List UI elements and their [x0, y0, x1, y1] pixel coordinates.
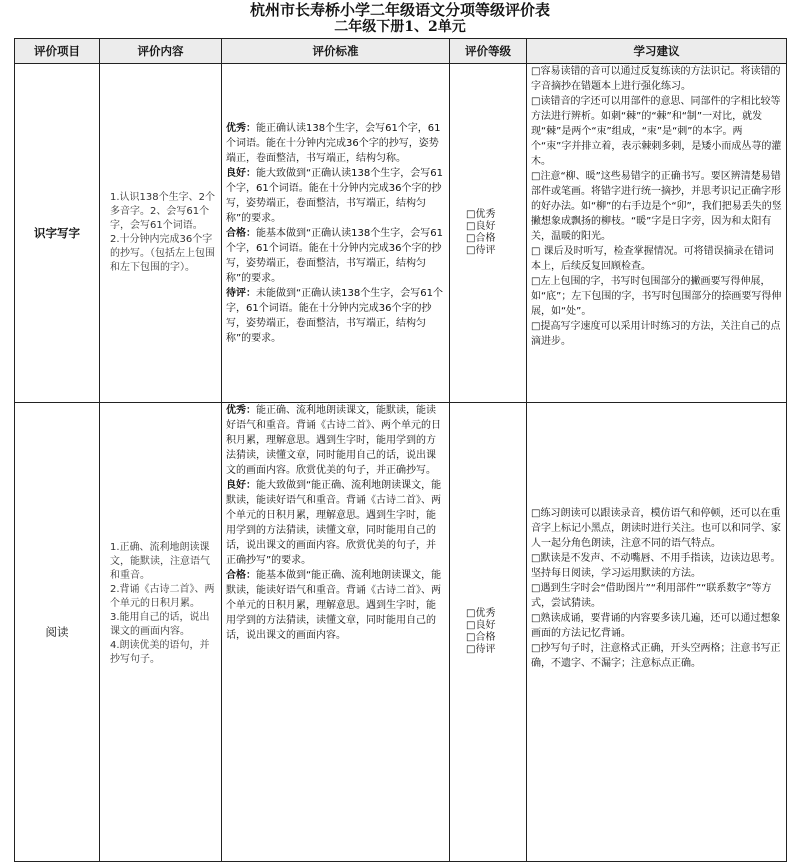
row-standards — [222, 64, 450, 403]
row-advice — [527, 403, 787, 862]
advice-item: □遇到生字时会“借助图片”“利用部件”“联系数字”等方式，尝试猜读。 — [531, 583, 772, 609]
content-line: 1.认识138个生字、2个多音字。2、会写61个字，会写61个词语。 — [110, 192, 215, 231]
row-item: 阅读 — [15, 403, 100, 862]
standard-text: 能基本做到“能正确、流利地朗读课文，能默读，能读好语气和重音。背诵《古诗二首》、两个单元的日积月累，理解意思。遇到生字时，能用学到的方法猜读，读懂文章，同时能用自己的话，说出课文的画面内容。 — [226, 570, 442, 641]
advice-item: □熟读成诵，要背诵的内容要多读几遍，还可以通过想象画面的方法记忆背诵。 — [531, 613, 781, 639]
header-row — [15, 39, 787, 64]
standard-text: 能大致做到“正确认读138个生字，会写61个字，61个词语。能在十分钟内完成36个字的抄写，姿势端正，卷面整洁，书写端正，结构匀称”的要求。 — [226, 167, 443, 224]
standard-entry — [226, 166, 445, 226]
content-line: 2.背诵《古诗二首》、两个单元的日积月累。 — [110, 584, 215, 609]
standard-level: 优秀： — [226, 405, 256, 416]
level-checkbox[interactable]: □合格 — [466, 233, 496, 244]
row-standards — [222, 403, 450, 862]
standard-text: 能正确认读138个生字，会写61个字，61个词语。能在十分钟内完成36个字的抄写，姿势端正，卷面整洁，书写端正，结构匀称。 — [226, 122, 441, 164]
standard-text: 未能做到“正确认读138个生字，会写61个字，61个词语。能在十分钟内完成36个字的抄写，姿势端正，卷面整洁，书写端正，结构匀称”的要求。 — [226, 287, 443, 344]
level-checkbox[interactable]: □优秀 — [466, 209, 496, 220]
standard-level: 良好： — [226, 167, 256, 179]
standard-entry — [226, 286, 445, 346]
standard-entry — [226, 568, 445, 643]
advice-item: □注意“柳、暖”这些易错字的正确书写。要区辨清楚易错部件或笔画。将错字进行统一摘抄，并思考识记正确字形的好办法。如“柳”的右手边是个“卯”，我们把易丢失的竖撇想象成飘扬的柳枝。“暖”字是日字旁，因为和太阳有关，温暖的阳光。 — [531, 171, 782, 242]
standard-entry — [226, 403, 445, 478]
standard-text: 能大致做到“能正确、流利地朗读课文，能默读，能读好语气和重音。背诵《古诗二首》、两个单元的日积月累，理解意思。遇到生字时，能用学到的方法猜读，读懂文章，同时能用自己的话，说出课文的画面内容。欣赏优美的句子，并正确抄写”的要求。 — [226, 480, 442, 566]
row-advice — [527, 64, 787, 403]
standard-entry — [226, 121, 445, 166]
standard-text: 能正确、流利地朗读课文，能默读，能读好语气和重音。背诵《古诗二首》、两个单元的日积月累，理解意思。遇到生字时，能用学到的方法猜读，读懂文章，同时能用自己的话，说出课文的画面内容。欣赏优美的句子，并正确抄写。 — [226, 405, 441, 476]
row-levels — [450, 403, 527, 862]
content-line: 1.正确、流利地朗读课文，能默读，注意语气和重音。 — [110, 542, 210, 581]
standard-level: 合格： — [226, 227, 256, 239]
standard-level: 优秀： — [226, 122, 256, 134]
row-levels — [450, 64, 527, 403]
header-level: 评价等级 — [450, 39, 527, 64]
header-standard: 评价标准 — [222, 39, 450, 64]
table-row — [15, 403, 787, 862]
advice-item: □左上包围的字，书写时包围部分的撇画要写得伸展，如“底”；左下包围的字，书写时包围部分的捺画要写得伸展，如“处”。 — [531, 276, 782, 317]
standard-level: 良好： — [226, 480, 256, 491]
header-item: 评价项目 — [15, 39, 100, 64]
content-line: 4.朗读优美的语句，并抄写句子。 — [110, 640, 210, 665]
advice-item: □默读是不发声、不动嘴唇、不用手指读，边读边思考。坚持每日阅读，学习运用默读的方法。 — [531, 553, 781, 579]
standard-level: 合格： — [226, 570, 256, 581]
header-content: 评价内容 — [100, 39, 222, 64]
page-subtitle: 二年级下册1、2单元 — [334, 19, 466, 35]
row-content — [100, 64, 222, 403]
advice-item: □练习朗读可以跟读录音，模仿语气和停顿，还可以在重音字上标记小黑点，朗读时进行关注。也可以和同学、家人一起分角色朗读，注意不同的语气特点。 — [531, 508, 781, 549]
row-item: 识字写字 — [15, 64, 100, 403]
advice-item: □提高写字速度可以采用计时练习的方法，关注自己的点滴进步。 — [531, 321, 781, 347]
content-line: 2.十分钟内完成36个字的抄写。（包括左上包围和左下包围的字）。 — [110, 234, 215, 273]
title-block — [0, 0, 800, 35]
standard-entry — [226, 226, 445, 286]
advice-item: □ 课后及时听写，检查掌握情况。可将错误摘录在错词本上，后续反复回顾检查。 — [531, 246, 774, 272]
advice-item: □抄写句子时，注意格式正确，开头空两格；注意书写正确，不遗字、不漏字；注意标点正确。 — [531, 643, 781, 669]
level-checkbox[interactable]: □良好 — [466, 221, 496, 232]
standard-entry — [226, 478, 445, 568]
advice-item: □读错音的字还可以用部件的意思、同部件的字相比较等方法进行辨析。如刺“棘”的“棘”和“制”一对比，就发现“棘”是两个“朿”组成，“朿”是“刺”的本字。两个“朿”字并排立着，表示棘刺多刺，是矮小而成丛荨的灌木。 — [531, 96, 782, 167]
level-checkbox[interactable]: □待评 — [466, 644, 496, 655]
evaluation-table — [14, 38, 787, 862]
row-content — [100, 403, 222, 862]
level-checkbox[interactable]: □优秀 — [466, 608, 496, 619]
standard-text: 能基本做到“正确认读138个生字，会写61个字，61个词语。能在十分钟内完成36个字的抄写，姿势端正，卷面整洁，书写端正，结构匀称”的要求。 — [226, 227, 443, 284]
page-title: 杭州市长寿桥小学二年级语文分项等级评价表 — [249, 1, 550, 19]
advice-item: □容易读错的音可以通过反复练读的方法识记。将读错的字音摘抄在错题本上进行强化练习。 — [531, 66, 781, 92]
level-checkbox[interactable]: □待评 — [466, 245, 496, 256]
table-row — [15, 64, 787, 403]
header-advice: 学习建议 — [527, 39, 787, 64]
standard-level: 待评： — [226, 287, 256, 299]
level-checkbox[interactable]: □良好 — [466, 620, 496, 631]
level-checkbox[interactable]: □合格 — [466, 632, 496, 643]
content-line: 3.能用自己的话，说出课文的画面内容。 — [110, 612, 210, 637]
